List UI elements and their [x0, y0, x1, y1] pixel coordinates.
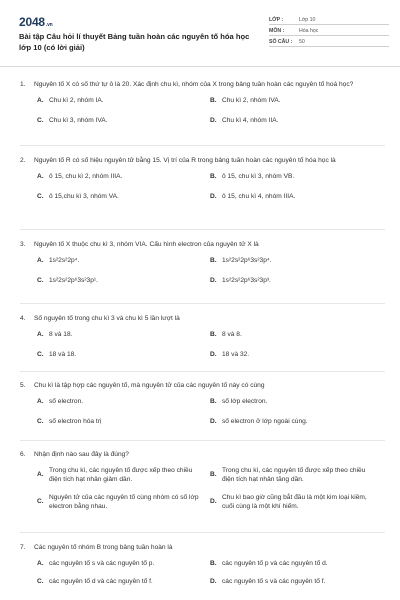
option-b[interactable] — [210, 466, 390, 485]
option-c[interactable] — [37, 192, 210, 202]
question-text: Nhận định nào sau đây là đúng? — [34, 451, 129, 458]
meta-row-count — [269, 36, 389, 47]
question-2 — [20, 156, 385, 202]
option-text: 18 và 18. — [49, 351, 77, 358]
logo-text: 2048 — [19, 15, 45, 29]
question-text: Chu kì là tập hợp các nguyên tố, mà nguyên tử của các nguyên tố này có cùng — [34, 382, 265, 389]
meta-row-class — [269, 14, 389, 25]
option-text: 1s²2s²2p⁶3s²3p¹. — [49, 277, 98, 284]
option-text: các nguyên tố p và các nguyên tố d. — [222, 559, 328, 567]
option-text: ô 15,chu kì 3, nhóm VA. — [49, 193, 119, 200]
option-b[interactable] — [210, 397, 390, 407]
meta-key: LỚP : — [269, 17, 284, 23]
option-d[interactable] — [210, 577, 390, 587]
option-c[interactable] — [37, 577, 210, 587]
option-letter: A. — [37, 256, 44, 264]
meta-table — [269, 14, 389, 47]
option-d[interactable] — [210, 417, 390, 427]
option-letter: A. — [37, 397, 44, 405]
question-divider — [20, 371, 385, 372]
option-text: số electron hóa trị — [49, 418, 102, 425]
question-text: Nguyên tố X có số thứ tự ô là 20. Xác định chu kì, nhóm của X trong bảng tuần hoàn các nguyên tố hoá học? — [34, 81, 354, 88]
option-text: ô 15, chu kì 3, nhóm VB. — [222, 172, 295, 180]
option-letter: B. — [210, 397, 217, 405]
option-c[interactable] — [37, 276, 210, 286]
option-a[interactable] — [37, 172, 210, 182]
question-5 — [20, 381, 385, 427]
question-stem — [20, 80, 385, 90]
option-text: Nguyên tử của các nguyên tố cùng nhóm có số lớp electron bằng nhau. — [49, 493, 199, 510]
meta-value: 50 — [299, 39, 305, 45]
option-c[interactable] — [37, 417, 210, 427]
option-letter: B. — [210, 559, 217, 567]
option-letter: C. — [37, 498, 44, 506]
option-text: ô 15, chu kì 4, nhóm IIIA. — [222, 193, 296, 200]
option-letter: B. — [210, 96, 217, 104]
option-letter: A. — [37, 96, 44, 104]
option-letter: D. — [210, 578, 217, 585]
option-text: 8 và 18. — [49, 330, 73, 338]
option-text: Chu kì 2, nhóm IA. — [49, 96, 104, 104]
option-b[interactable] — [210, 172, 390, 182]
question-stem — [20, 543, 385, 553]
question-number: 1. — [20, 81, 26, 88]
question-number: 5. — [20, 382, 26, 389]
question-divider — [20, 440, 385, 441]
option-text: 1s²2s²2p⁶3s²3p⁴. — [222, 256, 272, 264]
option-text: số electron ở lớp ngoài cùng. — [222, 418, 308, 425]
option-text: Trong chu kì, các nguyên tố được xếp theo chiều điện tích hạt nhân tăng dần. — [222, 466, 366, 483]
question-text: Các nguyên tố nhóm B trong bảng tuần hoàn là — [34, 544, 173, 551]
option-text: các nguyên tố s và các nguyên tố p. — [49, 559, 155, 567]
option-letter: D. — [210, 498, 217, 506]
site-logo[interactable] — [19, 15, 53, 29]
option-a[interactable] — [37, 466, 210, 485]
question-number: 3. — [20, 241, 26, 248]
option-letter: D. — [210, 117, 217, 124]
question-divider — [20, 303, 385, 304]
option-b[interactable] — [210, 330, 390, 340]
meta-value: Hóa học — [299, 28, 319, 34]
option-letter: C. — [37, 351, 44, 358]
question-stem — [20, 450, 385, 460]
option-letter: C. — [37, 277, 44, 284]
option-text: các nguyên tố s và các nguyên tố f. — [222, 578, 326, 585]
option-letter: D. — [210, 351, 217, 358]
question-1 — [20, 80, 385, 126]
question-text: Nguyên tố X thuộc chu kì 3, nhóm VIA. Cấu hình electron của nguyên tử X là — [34, 241, 259, 248]
option-letter: C. — [37, 193, 44, 200]
option-d[interactable] — [210, 276, 390, 286]
question-7 — [20, 543, 385, 587]
option-letter: D. — [210, 418, 217, 425]
question-stem — [20, 381, 385, 391]
option-letter: B. — [210, 330, 217, 338]
question-number: 4. — [20, 315, 26, 322]
options-grid — [37, 397, 385, 427]
question-number: 2. — [20, 157, 26, 164]
question-number: 6. — [20, 451, 26, 458]
question-stem — [20, 314, 385, 324]
option-letter: B. — [210, 256, 217, 264]
options-grid — [37, 172, 385, 202]
option-text: ô 15, chu kì 2, nhóm IIIA. — [49, 172, 123, 180]
option-a[interactable] — [37, 559, 210, 569]
meta-key: SỐ CÂU : — [269, 39, 293, 45]
option-text: Trong chu kì, các nguyên tố được xếp theo chiều điện tích hạt nhân giảm dần. — [49, 466, 193, 483]
question-4 — [20, 314, 385, 360]
option-c[interactable] — [37, 350, 210, 360]
options-grid — [37, 330, 385, 360]
question-3 — [20, 240, 385, 286]
options-grid — [37, 466, 385, 512]
question-number: 7. — [20, 544, 26, 551]
options-grid — [37, 256, 385, 286]
option-text: Chu kì 3, nhóm IVA. — [49, 117, 108, 124]
question-divider — [20, 229, 385, 230]
option-text: 18 và 32. — [222, 351, 250, 358]
options-grid — [37, 96, 385, 126]
option-letter: A. — [37, 559, 44, 567]
option-text: số lớp electron. — [222, 397, 268, 405]
option-text: 1s²2s²2p⁴. — [49, 256, 80, 264]
logo-suffix: .vn — [45, 22, 53, 28]
header-divider — [0, 66, 400, 67]
option-letter: C. — [37, 418, 44, 425]
option-letter: A. — [37, 172, 44, 180]
option-d[interactable] — [210, 192, 390, 202]
option-text: 1s²2s²2p⁶3s²3p³. — [222, 277, 271, 284]
option-a[interactable] — [37, 397, 210, 407]
option-letter: B. — [210, 172, 217, 180]
option-text: Chu kì bao giờ cũng bắt đầu là một kim loại kiềm, cuối cùng là một khí hiếm. — [222, 493, 367, 510]
option-b[interactable] — [210, 559, 390, 569]
option-text: Chu kì 4, nhóm IIA. — [222, 117, 279, 124]
option-d[interactable] — [210, 350, 390, 360]
question-6 — [20, 450, 385, 512]
option-text: 8 và 8. — [222, 330, 242, 338]
option-d[interactable] — [210, 493, 390, 512]
question-text: Số nguyên tố trong chu kì 3 và chu kì 5 lần lượt là — [34, 315, 180, 322]
option-letter: A. — [37, 471, 44, 479]
option-letter: B. — [210, 471, 217, 479]
option-letter: C. — [37, 117, 44, 124]
option-text: các nguyên tố d và các nguyên tố f. — [49, 578, 153, 585]
option-a[interactable] — [37, 256, 210, 266]
options-grid — [37, 559, 385, 587]
option-b[interactable] — [210, 96, 390, 106]
option-c[interactable] — [37, 116, 210, 126]
meta-value: Lớp 10 — [299, 17, 316, 23]
option-letter: C. — [37, 578, 44, 585]
option-d[interactable] — [210, 116, 390, 126]
meta-row-subject — [269, 25, 389, 36]
option-a[interactable] — [37, 96, 210, 106]
meta-key: MÔN : — [269, 28, 285, 34]
document-header — [16, 9, 388, 59]
question-stem — [20, 240, 385, 250]
question-stem — [20, 156, 385, 166]
question-text: Nguyên tố R có số hiệu nguyên tử bằng 15. Vị trí của R trong bảng tuần hoàn các nguyên tố hóa học là — [34, 157, 336, 164]
option-b[interactable] — [210, 256, 390, 266]
option-c[interactable] — [37, 493, 210, 512]
option-a[interactable] — [37, 330, 210, 340]
document-title: Bài tập Câu hỏi lí thuyết Bảng tuần hoàn các nguyên tố hóa học lớp 10 (có lời giải) — [19, 32, 250, 52]
option-letter: D. — [210, 193, 217, 200]
option-letter: D. — [210, 277, 217, 284]
question-divider — [20, 532, 385, 533]
option-text: Chu kì 2, nhóm IVA. — [222, 96, 281, 104]
option-text: số electron. — [49, 397, 84, 405]
question-divider — [20, 145, 385, 146]
option-letter: A. — [37, 330, 44, 338]
